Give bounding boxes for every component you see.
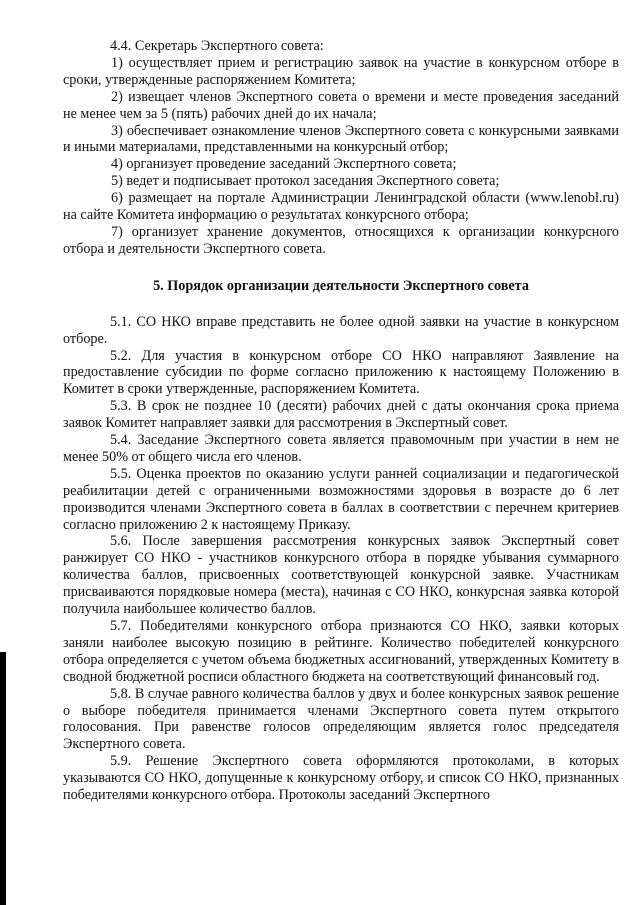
document-page — [63, 38, 619, 804]
section-4-4-item-1: 1) осуществляет прием и регистрацию заявок на участие в конкурсном отборе в сроки, утвержденные распоряжением Комитета; — [63, 54, 619, 88]
section-4-4-item-3: 3) обеспечивает ознакомление членов Экспертного совета с конкурсными заявками и иными материалами, представленными на конкурсный отбор; — [63, 122, 619, 156]
paragraph-5-7: 5.7. Победителями конкурсного отбора признаются СО НКО, заявки которых заняли наиболее высокую позицию в рейтинге. Количество победителей конкурсного отбора определяется с учетом объема бюджетных ассигнований, утвержденных Комитету в сводной бюджетной росписи областного бюджета на соответствующий финансовый год. — [63, 618, 619, 685]
paragraph-5-6: 5.6. После завершения рассмотрения конкурсных заявок Экспертный совет ранжирует СО НКО - участников конкурсного отбора в порядке убывания суммарного количества баллов, присвоенных соответствующей конкурсной заявке. Участникам присваиваются порядковые номера (места), начиная с СО НКО, конкурсная заявка которой получила наибольшее количество баллов. — [63, 533, 619, 618]
section-4-4-item-2: 2) извещает членов Экспертного совета о времени и месте проведения заседаний не менее чем за 5 (пять) рабочих дней до их начала; — [63, 88, 619, 122]
paragraph-5-4: 5.4. Заседание Экспертного совета является правомочным при участии в нем не менее 50% от общего числа его членов. — [63, 432, 619, 465]
section-4-4-title: 4.4. Секретарь Экспертного совета: — [110, 38, 324, 54]
paragraph-5-5: 5.5. Оценка проектов по оказанию услуги ранней социализации и педагогической реабилитации детей с ограниченными возможностями здоровья в возрасте до 6 лет производится членами Экспертного совета в баллах в соответствии с перечнем критериев согласно приложению 2 к настоящему Приказу. — [63, 465, 619, 533]
paragraph-5-8: 5.8. В случае равного количества баллов у двух и более конкурсных заявок решение о выборе победителя принимается членами Экспертного совета путем открытого голосования. При равенстве голосов определяющим является голос председателя Экспертного совета. — [63, 685, 619, 753]
section-4-4-item-7: 7) организует хранение документов, относящихся к организации конкурсного отбора и деятельности Экспертного совета. — [63, 223, 619, 257]
paragraph-5-1: 5.1. СО НКО вправе представить не более одной заявки на участие в конкурсном отборе. — [63, 313, 619, 347]
paragraph-5-2: 5.2. Для участия в конкурсном отборе СО НКО направляют Заявление на предоставление субсидии по форме согласно приложению к настоящему Положению в Комитет в сроки утвержденные, распоряжением Комитета. — [63, 347, 619, 398]
paragraph-5-9: 5.9. Решение Экспертного совета оформляются протоколами, в которых указываются СО НКО, допущенные к конкурсному отбору, и список СО НКО, признанных победителями конкурсного отбора. Протоколы заседаний Экспертного — [63, 753, 619, 804]
section-4-4-item-4: 4) организует проведение заседаний Экспертного совета; — [111, 156, 457, 173]
section-4-4-item-6: 6) размещает на портале Администрации Ленинградской области (www.lenobl.ru) на сайте Комитета информацию о результатах конкурсного отбора; — [63, 190, 619, 224]
section-5-heading: 5. Порядок организации деятельности Экспертного совета — [153, 277, 529, 294]
section-4-4-item-5: 5) ведет и подписывает протокол заседания Экспертного совета; — [111, 173, 500, 190]
paragraph-5-3: 5.3. В срок не позднее 10 (десяти) рабочих дней с даты окончания срока приема заявок Комитет направляет заявки для рассмотрения в Экспертный совет. — [63, 398, 619, 432]
scan-edge-shadow — [0, 652, 6, 905]
